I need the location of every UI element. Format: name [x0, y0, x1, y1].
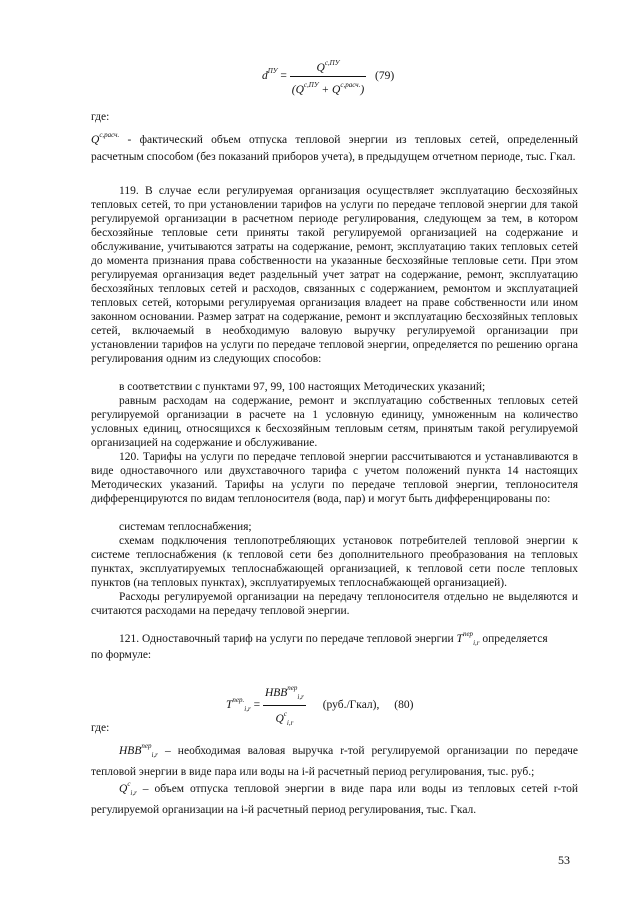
where-label-1: где:: [91, 111, 110, 123]
formula-80: $T^{пер.}_{i,r}$ = $\frac{HBB^{пер}_{i,r}}{Q^с_{i,r}}$ (руб./Гкал), (80): [226, 681, 413, 730]
definition-hbb: $HBB^{пер}_{i,r}$ – необходимая валовая выручка r-той регулируемой организации по передаче тепловой энергии в виде пара или воды на i-й расчетный период регулирования, тыс. руб.;: [91, 742, 578, 778]
paragraph-119-item-a: в соответствии с пунктами 97, 99, 100 настоящих Методических указаний;: [119, 381, 486, 393]
paragraph-120: 120. Тарифы на услуги по передаче тепловой энергии рассчитываются и устанавливаются в виде одноставочного или двухставочного тарифа с учетом положений пункта 14 настоящих Методических указаний. Тарифы на услуги по передаче тепловой энергии, теплоносителя дифференцируются по видам теплоносителя (вода, пар) и могут быть дифференцированы по:: [91, 451, 578, 505]
formula-79-lhs: $d^{ПУ}$: [262, 67, 278, 83]
definition-q-calc: $Q^{с,расч.}$ - фактический объем отпуска тепловой энергии из тепловых сетей, определенный расчетным способом (без показаний приборов учета), в предыдущем отчетном периоде, тыс. Гкал.: [91, 131, 578, 163]
paragraph-121: 121. Одноставочный тариф на услуги по передаче тепловой энергии $T^{пер}_{i,r}$ определяется: [119, 630, 548, 647]
where-label-2: где:: [91, 722, 110, 734]
paragraph-120-item-b: схемам подключения теплопотребляющих установок потребителей тепловой энергии к системе теплоснабжения (к тепловой сети без дополнительного преобразования на тепловых пунктах, эксплуатируемых теплоснабжающей организацией, к тепловой сети после тепловых пунктов (на тепловых пунктах), эксплуатируемых теплоснабжающей организацией).: [91, 535, 578, 589]
formula-79-number: (79): [375, 70, 395, 83]
paragraph-120-item-a: системам теплоснабжения;: [119, 521, 252, 533]
definition-qc: $Q^с_{i,r}$ – объем отпуска тепловой энергии в виде пара или воды из тепловых сетей r-той регулируемой организации на i-й расчетный период регулирования, тыс. Гкал.: [91, 780, 578, 816]
formula-80-fraction: $\frac{HBB^{пер}_{i,r}}{Q^с_{i,r}}$: [263, 681, 306, 730]
paragraph-120-note: Расходы регулируемой организации на передачу теплоносителя отдельно не выделяются и считаются расходами на передачу тепловой энергии.: [91, 591, 578, 617]
paragraph-119-item-b: равным расходам на содержание, ремонт и эксплуатацию собственных тепловых сетей регулируемой организации в расчете на 1 условную единицу, умноженным на количество условных единиц, относящихся к бесхозяйным тепловым сетям, принятым такой регулируемой организацией на содержание и обслуживание.: [91, 395, 578, 449]
formula-80-lhs: $T^{пер.}_{i,r}$: [226, 696, 251, 714]
paragraph-119: 119. В случае если регулируемая организация осуществляет эксплуатацию бесхозяйных тепловых сетей, то при установлении тарифов на услуги по передаче тепловой энергии для такой регулируемой организации в расчетном периоде регулирования, следующем за тем, в котором бесхозяйные тепловые сети приняты такой регулируемой организацией на содержание и обслуживание, учитываются затраты на содержание, ремонт, эксплуатацию таких тепловых сетей до момента признания права собственности на указанные бесхозяйные тепловые сети. При этом регулируемая организация ведет раздельный учет затрат на содержание, ремонт, эксплуатацию бесхозяйных тепловых сетей и расходов, связанных с содержанием, ремонтом и эксплуатацией тепловых сетей, которыми регулируемая организация владеет на праве собственности или ином законном основании. Размер затрат на содержание, ремонт и эксплуатацию бесхозяйных тепловых сетей, включаемый в необходимую валовую выручку регулируемой организации при установлении тарифов на услуги по передаче тепловой энергии, определяется по решению органа регулирования одним из следующих способов:: [91, 185, 578, 365]
paragraph-121-line2: по формуле:: [91, 649, 152, 661]
formula-80-unit: (руб./Гкал),: [322, 699, 380, 712]
formula-79: $d^{ПУ}$ = $\frac{Q^{с,ПУ}}{(Q^{с,ПУ} + Q^{с,расч.})}$ (79): [262, 56, 394, 97]
formula-79-fraction: $\frac{Q^{с,ПУ}}{(Q^{с,ПУ} + Q^{с,расч.})}$: [290, 56, 366, 97]
page-number: 53: [558, 853, 570, 867]
formula-80-number: (80): [394, 699, 414, 712]
